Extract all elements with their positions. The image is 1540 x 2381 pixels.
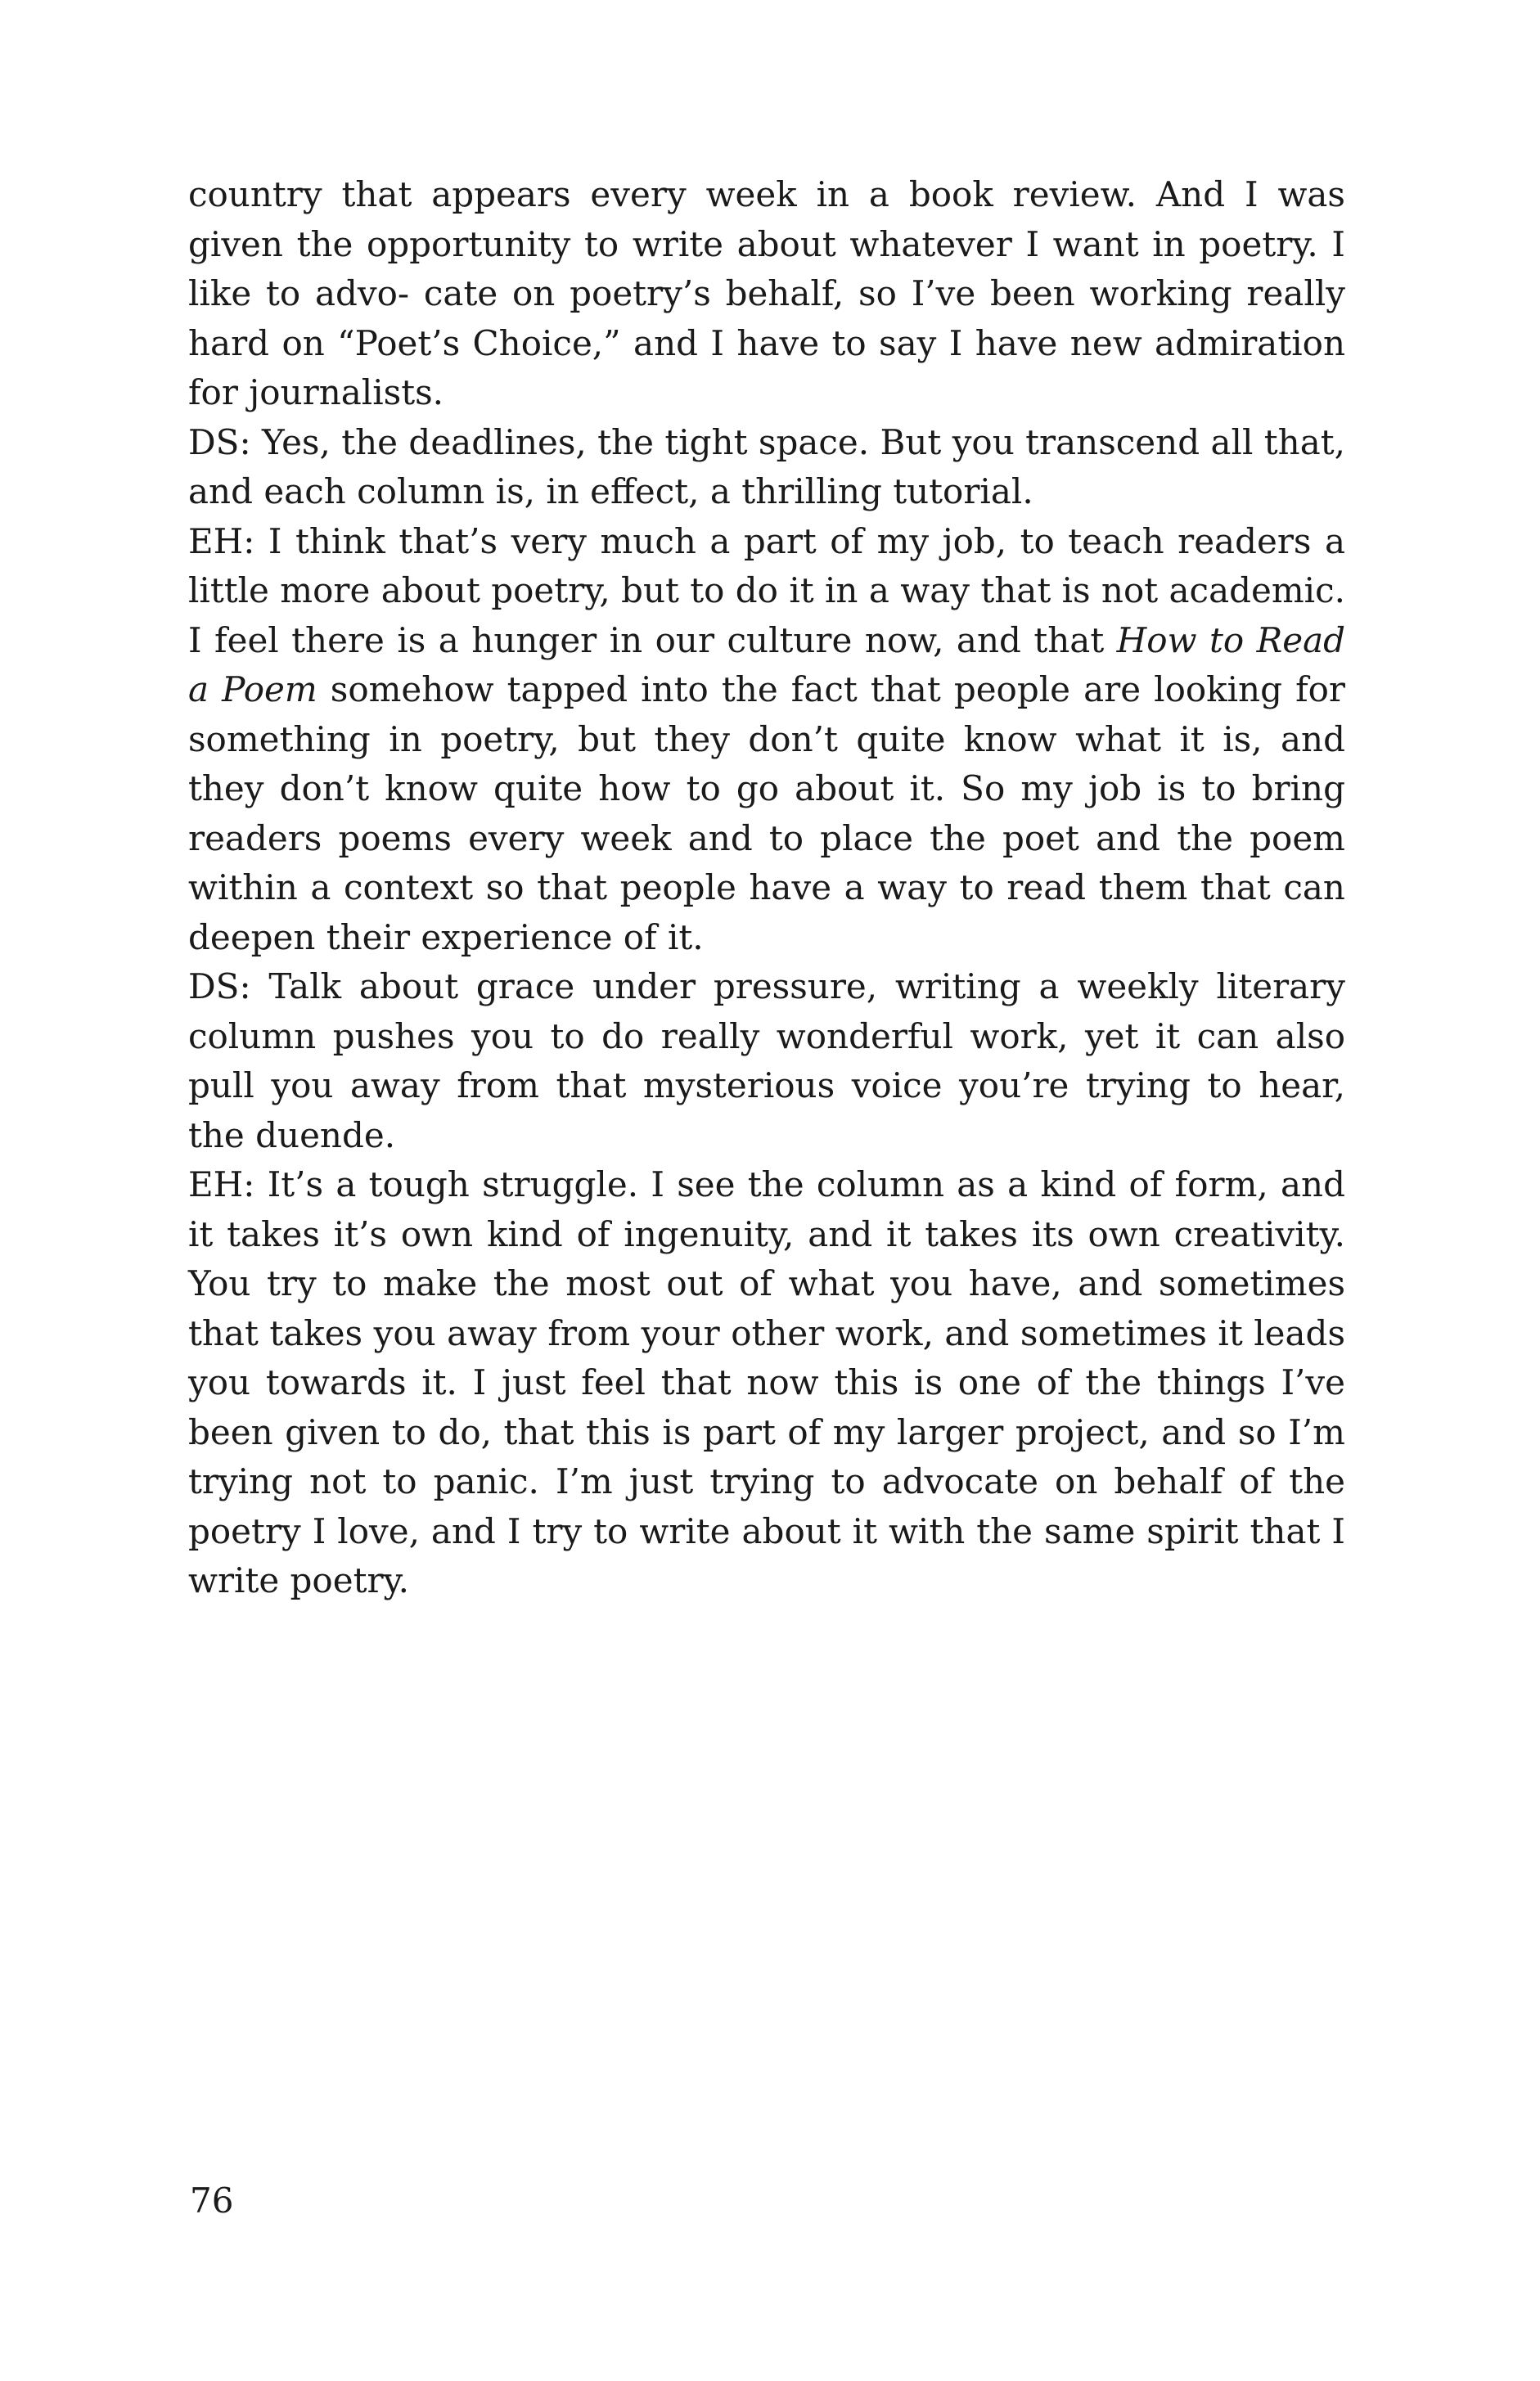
paragraph-eh-1-before: EH: I think that’s very much a part of my job, to teach readers a little more about poetry, but to do it in a way that is not academic. I feel there is a hunger in our culture now, and that [188, 520, 1345, 660]
paragraph-ds-2: DS: Talk about grace under pressure, writing a weekly literary column pushes you to do really wonderful work, yet it can also pull you away from that mysterious voice you’re trying to hear, the duende. [188, 966, 1345, 1155]
book-title-italic: How to Read a Poem [188, 619, 1345, 709]
paragraph-eh-2: EH: It’s a tough struggle. I see the column as a kind of form, and it takes it’s own kind of ingenuity, and it takes its own creativity. You try to make the most out of what you have, and sometimes that takes you away from your other work, and sometimes it leads you towards it. I just feel that now this is one of the things I’ve been given to do, that this is part of my larger project, and so I’m trying not to panic. I’m just trying to advocate on behalf of the poetry I love, and I try to write about it with the same spirit that I write poetry. [188, 1164, 1345, 1600]
paragraph-eh-1 [188, 517, 1345, 963]
paragraph-ds-1: DS: Yes, the deadlines, the tight space. But you transcend all that, and each column is, in effect, a thrilling tutorial. [188, 421, 1345, 511]
body-text [188, 170, 1345, 1606]
paragraph-eh-1-after: somehow tapped into the fact that people are looking for something in poetry, but they don’t quite know what it is, and they don’t know quite how to go about it. So my job is to bring readers poems every week and to place the poet and the poem within a context so that people have a way to read them that can deepen their experience of it. [188, 669, 1345, 957]
paragraph-continuation: country that appears every week in a book review. And I was given the opportunity to write about whatever I want in poetry. I like to advo- cate on poetry’s behalf, so I’ve been working really hard on “Poet’s Choice,” and I have to say I have new admiration for journalists. [188, 174, 1345, 412]
page-number: 76 [190, 2181, 234, 2221]
